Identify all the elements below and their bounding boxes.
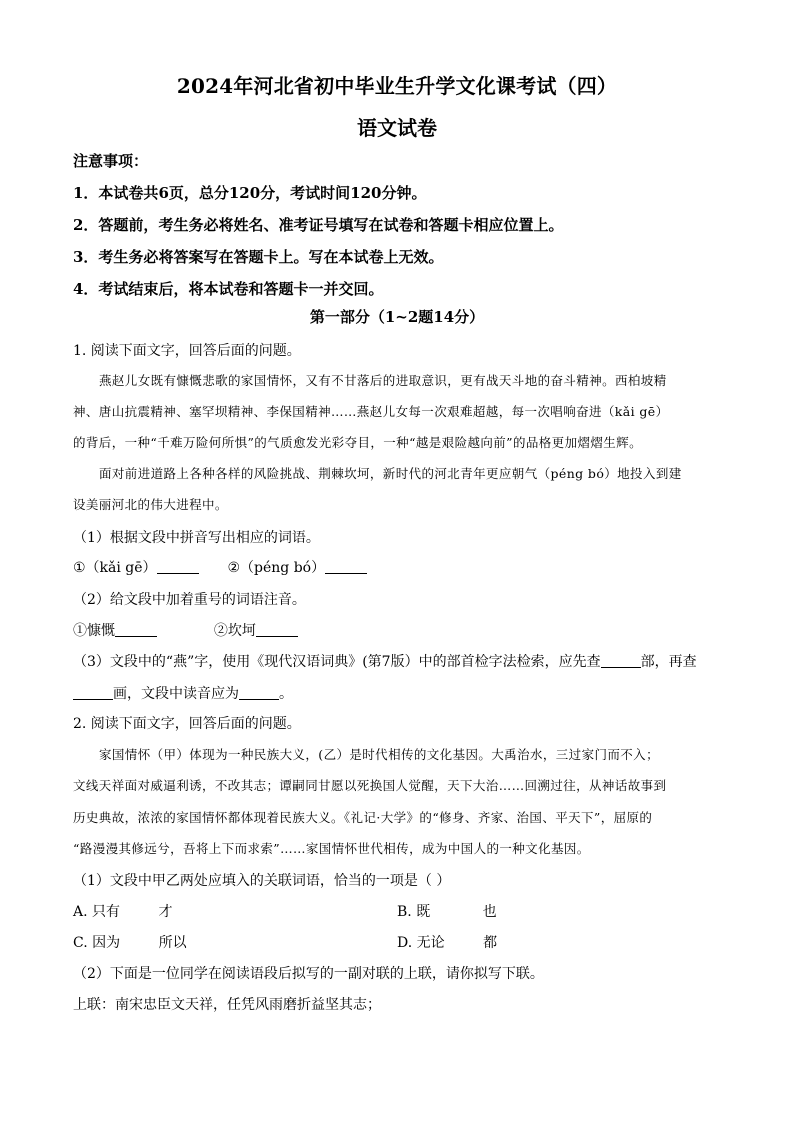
answer-blank[interactable]: [256, 622, 298, 637]
q1-sub1-b-label: ②（péng bó）: [227, 560, 326, 576]
option-letter: A.: [73, 904, 88, 920]
q2-passage-line: 家国情怀（甲）体现为一种民族大义，(乙）是时代相传的文化基因。大禹治水，三过家门而不入；: [99, 747, 659, 762]
question-2-stem: 2. 阅读下面文字，回答后面的问题。: [73, 716, 301, 732]
q1-sub3-text: 。: [279, 686, 293, 702]
q1-sub1: （1）根据文段中拼音写出相应的词语。: [73, 530, 320, 546]
option-a[interactable]: [73, 901, 172, 921]
option-c[interactable]: [73, 932, 187, 952]
notice-item: 3．考生务必将答案写在答题卡上。写在本试卷上无效。: [73, 248, 444, 266]
option-word: 也: [482, 904, 497, 920]
option-d[interactable]: [397, 932, 497, 952]
notice-item: 2．答题前，考生务必将姓名、准考证号填写在试卷和答题卡相应位置上。: [73, 216, 564, 234]
part-heading: 第一部分（1~2题14分）: [309, 308, 485, 326]
option-word: 所以: [158, 935, 187, 951]
option-letter: B.: [397, 904, 412, 920]
exam-title: 2024年河北省初中毕业生升学文化课考试（四）: [176, 74, 618, 98]
q2-passage-line: 文线天祥面对威逼利诱，不改其志；谭嗣同甘愿以死换国人觉醒，天下大治……回溯过往，从神话故事到: [73, 778, 667, 793]
option-word: 既: [416, 904, 431, 920]
option-b[interactable]: [397, 901, 497, 921]
q2-passage-line: 历史典故，浓浓的家国情怀都体现着民族大义。《礼记·大学》的“修身、齐家、治国、平天下”，屈原的: [73, 810, 653, 825]
answer-blank[interactable]: [239, 685, 279, 700]
exam-subtitle: 语文试卷: [357, 116, 437, 140]
option-word: 只有: [92, 904, 121, 920]
q1-sub2-b-label: ②坎坷: [213, 623, 256, 639]
answer-blank[interactable]: [115, 622, 157, 637]
q1-sub3-text: 画，文段中读音应为: [113, 686, 239, 702]
notice-item: 1．本试卷共6页，总分120分，考试时间120分钟。: [73, 184, 427, 202]
option-word: 无论: [416, 935, 445, 951]
q1-sub1-answers: [73, 557, 723, 577]
q1-sub3-text: 部，再查: [640, 654, 697, 670]
answer-blank[interactable]: [73, 685, 113, 700]
q1-sub3-text: （3）文段中的“燕”字，使用《现代汉语词典》(第7版）中的部首检字法检索，应先查: [73, 654, 601, 670]
q2-couplet-upper: 上联：南宋忠臣文天祥，任凭风雨磨折益坚其志；: [73, 997, 381, 1013]
option-letter: C.: [73, 935, 88, 951]
option-word: 才: [158, 904, 173, 920]
q1-passage-line: 设美丽河北的伟大进程中。: [73, 497, 228, 512]
q1-sub3-line1: [73, 651, 723, 671]
q1-passage-line: 的背后，一种“千难万险何所惧”的气质愈发光彩夺目，一种“越是艰险越向前”的品格更加熠熠生辉。: [73, 435, 642, 450]
answer-blank[interactable]: [157, 559, 199, 574]
question-1-stem: 1. 阅读下面文字，回答后面的问题。: [73, 343, 301, 359]
answer-blank[interactable]: [325, 559, 367, 574]
answer-blank[interactable]: [601, 653, 641, 668]
q1-passage-line: 面对前进道路上各种各样的风险挑战、荆棘坎坷，新时代的河北青年更应朝气（péng bó）地投入到建: [99, 466, 682, 481]
q2-sub2: （2）下面是一位同学在阅读语段后拟写的一副对联的上联，请你拟写下联。: [73, 966, 544, 982]
notice-item: 4．考试结束后，将本试卷和答题卡一并交回。: [73, 280, 384, 298]
option-word: 因为: [92, 935, 121, 951]
option-letter: D.: [397, 935, 413, 951]
q1-sub2: （2）给文段中加着重号的词语注音。: [73, 592, 306, 608]
q1-sub2-answers: [73, 620, 723, 640]
q1-passage-line: 燕赵儿女既有慷慨悲歌的家国情怀，又有不甘落后的进取意识，更有战天斗地的奋斗精神。西柏坡精: [99, 373, 667, 388]
q1-sub2-a-label: ①慷慨: [73, 623, 115, 639]
q2-passage-line: “路漫漫其修远兮，吾将上下而求索”……家国情怀世代相传，成为中国人的一种文化基因。: [73, 841, 590, 856]
notice-heading: 注意事项：: [73, 152, 149, 170]
q1-sub3-line2: [73, 683, 723, 703]
option-word: 都: [483, 935, 498, 951]
q2-sub1: （1）文段中甲乙两处应填入的关联词语，恰当的一项是（ ）: [73, 873, 451, 889]
q1-passage-line: 神、唐山抗震精神、塞罕坝精神、李保国精神……燕赵儿女每一次艰难超越，每一次唱响奋进（kǎi gē）: [73, 404, 669, 419]
q1-sub1-a-label: ①（kǎi gē）: [73, 560, 157, 576]
